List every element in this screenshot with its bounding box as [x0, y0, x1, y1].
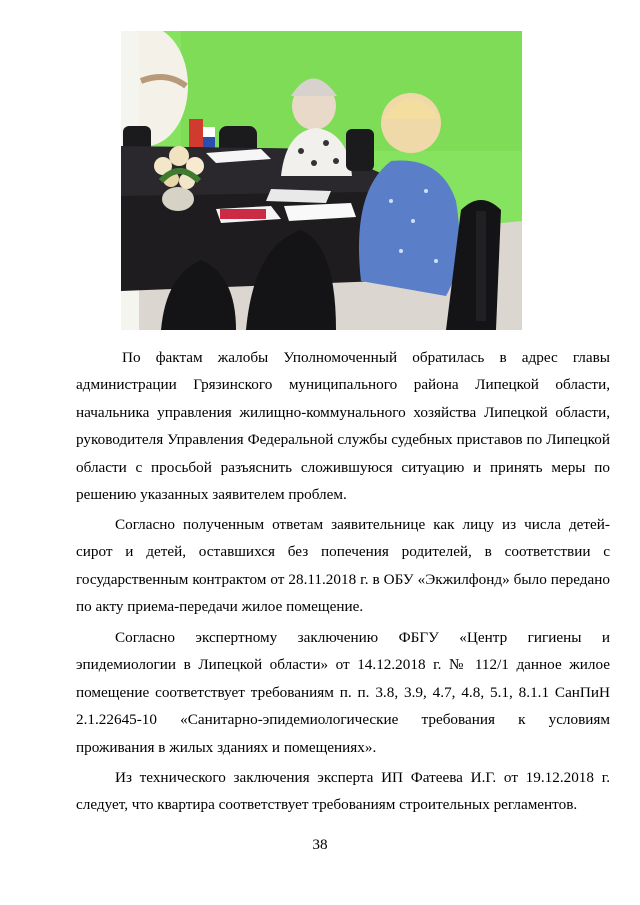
paragraph-technical-conclusion: Из технического заключения эксперта ИП Фатеева И.Г. от 19.12.2018 г. следует, что квартира соответствует требованиям строительных регламентов. [76, 769, 610, 814]
paragraph-responses: Согласно полученным ответам заявительнице как лицу из числа детей-сирот и детей, оставшихся без попечения родителей, в соответствии с государственным контрактом от 28.11.2018 г. в ОБУ «Экжилфонд» было передано по акту приема-передачи жилое помещение. [76, 516, 610, 616]
paragraph-expert-conclusion: Согласно экспертному заключению ФБГУ «Центр гигиены и эпидемиологии в Липецкой области» от 14.12.2018 г. № 112/1 данное жилое помещение соответствует требованиям п. п. 3.8, 3.9, 4.7, 4.8, 5.1, 8.1.1 СанПиН 2.1.22645-10 «Санитарно-эпидемиологические требования к условиям проживания в жилых зданиях и помещениях». [76, 629, 610, 756]
page-number: 38 [312, 836, 328, 853]
meeting-photo [121, 31, 522, 330]
paragraph-complaint-actions: По фактам жалобы Уполномоченный обратилась в адрес главы администрации Грязинского муниципального района Липецкой области, начальника управления жилищно-коммунального хозяйства Липецкой области, руководителя Управления Федеральной службы судебных приставов по Липецкой области с просьбой разъяснить сложившуюся ситуацию и принять меры по решению указанных заявителем проблем. [76, 349, 610, 504]
